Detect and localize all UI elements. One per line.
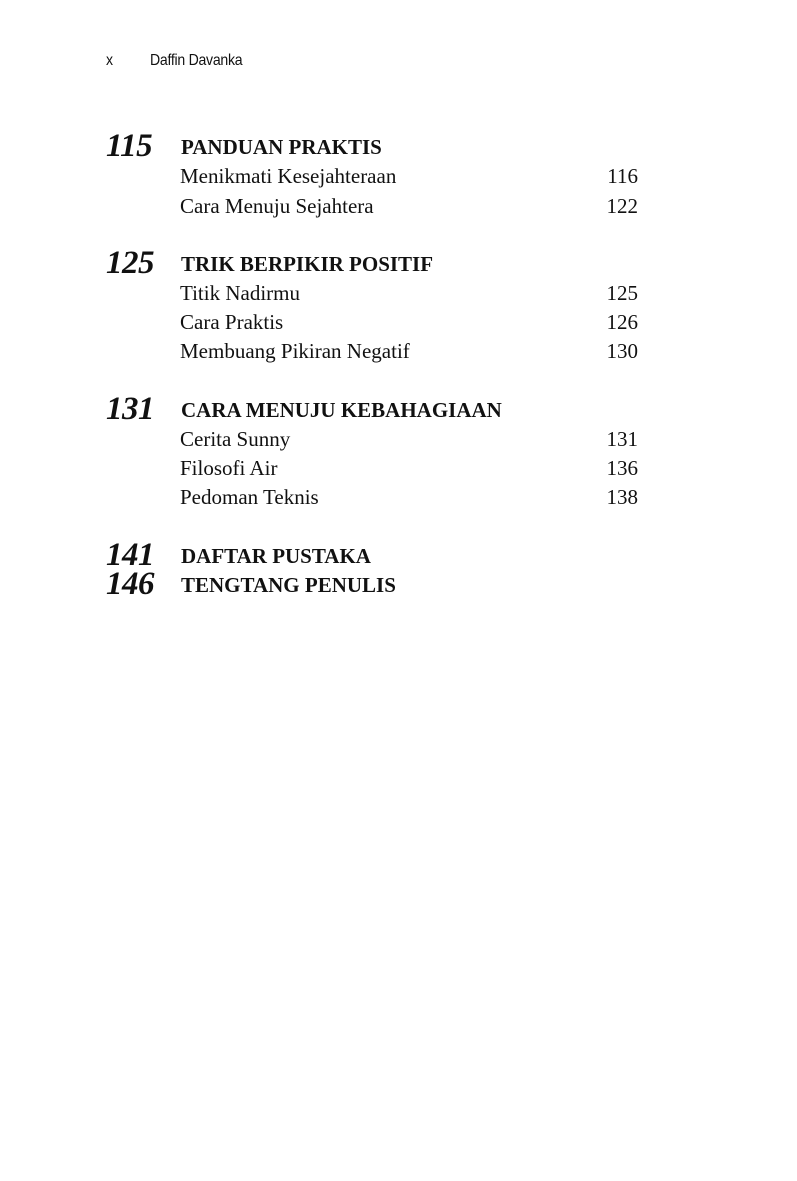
section-number: 125	[106, 245, 154, 281]
toc-entry-title: Cerita Sunny	[180, 427, 291, 451]
toc-entry-title: Membuang Pikiran Negatif	[180, 339, 410, 363]
toc-entry-page: 116	[607, 164, 638, 188]
toc-entry-page: 130	[606, 339, 638, 363]
section-number: 141	[106, 537, 154, 573]
toc-entry-page: 131	[606, 427, 638, 451]
toc-entry-page: 136	[606, 456, 638, 480]
section-title: DAFTAR PUSTAKA	[181, 544, 371, 568]
toc-entry-page: 138	[606, 485, 638, 509]
toc-entry-title: Titik Nadirmu	[180, 281, 300, 305]
section-title: TENGTANG PENULIS	[181, 573, 396, 597]
toc-entry-page: 126	[606, 310, 638, 334]
toc-entry-title: Menikmati Kesejahteraan	[180, 164, 397, 188]
section-title: PANDUAN PRAKTIS	[181, 135, 382, 159]
toc-entry-title: Filosofi Air	[180, 456, 278, 480]
toc-entry-title: Cara Praktis	[180, 310, 284, 334]
section-number: 131	[106, 391, 154, 427]
section-title: CARA MENUJU KEBAHAGIAAN	[181, 398, 502, 422]
toc-entry-title: Pedoman Teknis	[180, 485, 319, 509]
toc-entry-page: 122	[606, 194, 638, 218]
section-number: 146	[106, 566, 154, 602]
toc-entry-title: Cara Menuju Sejahtera	[180, 194, 374, 218]
section-title: TRIK BERPIKIR POSITIF	[181, 252, 434, 276]
section-number: 115	[106, 128, 153, 164]
author-name: Daffin Davanka	[150, 52, 243, 69]
page-folio: x	[106, 52, 113, 69]
toc-entry-page: 125	[606, 281, 638, 305]
